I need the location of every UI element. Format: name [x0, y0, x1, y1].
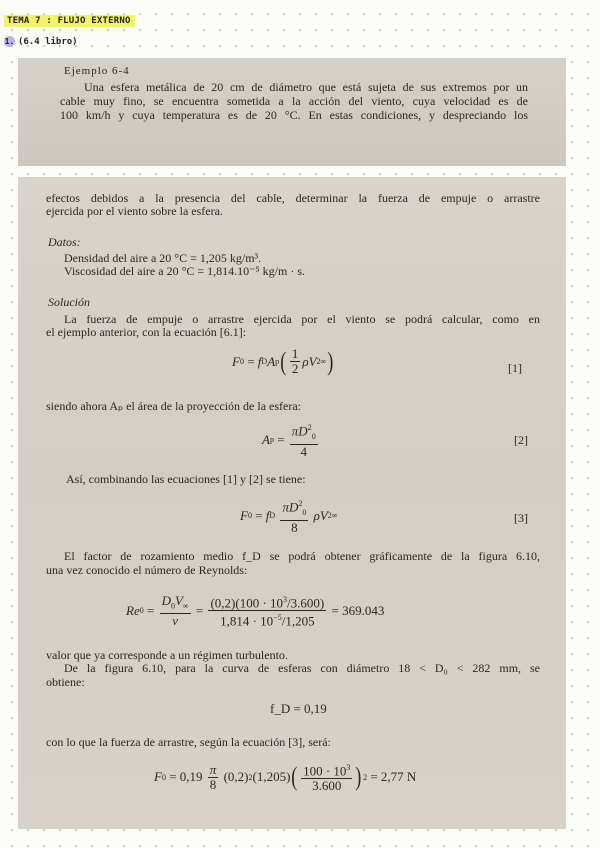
- factor-line-2: una vez conocido el número de Reynolds:: [46, 563, 248, 577]
- equation-3-number: [3]: [514, 511, 528, 525]
- equation-2-number: [2]: [514, 433, 528, 447]
- intro-line-2: ejercida por el viento sobre la esfera.: [46, 204, 223, 218]
- equation-1: F 0 = f D A p ( $\frac{1}{2}$ ρV 2 ∞ ): [232, 346, 334, 376]
- solucion-heading: Solución: [48, 295, 90, 309]
- combine-text: Así, combinando las ecuaciones [1] y [2] se tiene:: [66, 472, 306, 486]
- figure-line-1: De la figura 6.10, para la curva de esferas con diámetro 18 < D₀ < 282 mm, se: [64, 661, 540, 675]
- textbook-photo-top: [18, 58, 566, 166]
- solucion-line-1: La fuerza de empuje o arrastre ejercida por el viento se podrá calcular, como en: [64, 312, 540, 326]
- fd-value: f_D = 0,19: [270, 701, 327, 716]
- statement-line-1: Una esfera metálica de 20 cm de diámetro que está sujeta de sus extremos por un: [84, 80, 528, 94]
- turbulent-text: valor que ya corresponde a un régimen turbulento.: [46, 648, 288, 662]
- textbook-photo-bottom: [18, 177, 566, 829]
- statement-line-3: 100 km/h y cuya temperatura es de 20 °C. En estas condiciones, y despreciando los: [60, 108, 528, 122]
- example-heading: Ejemplo 6-4: [64, 65, 130, 77]
- equation-2: A p = $\frac{\pi D^2_0}{4}$: [262, 423, 316, 459]
- statement-line-2: cable muy fino, se encuentra sometida a la acción del viento, cuya velocidad es de: [60, 94, 528, 108]
- final-text: con lo que la fuerza de arrastre, según la ecuación [3], será:: [46, 735, 331, 749]
- factor-line-1: El factor de rozamiento medio f_D se podrá obtener gráficamente de la figura 6.10,: [64, 549, 540, 563]
- solucion-line-2: el ejemplo anterior, con la ecuación [6.1]:: [46, 325, 247, 339]
- reynolds-result: = 369.043: [331, 602, 385, 618]
- dato-viscosidad: Viscosidad del aire a 20 °C = 1,814.10⁻⁵ kg/m · s.: [64, 264, 305, 278]
- datos-heading: Datos:: [48, 235, 81, 249]
- item-number-badge: 1.: [4, 37, 15, 46]
- equation-1-number: [1]: [508, 361, 522, 375]
- final-result: = 2,77 N: [370, 769, 417, 785]
- intro-line-1: efectos debidos a la presencia del cable, determinar la fuerza de empuje o arrastre: [46, 191, 540, 205]
- notes-title: TEMA 7 : FLUJO EXTERNO: [4, 15, 135, 27]
- ap-text: siendo ahora Aₚ el área de la proyección de la esfera:: [46, 399, 302, 413]
- figure-line-2: obtiene:: [46, 675, 85, 689]
- equation-3: F 0 = f D $\frac{\pi D^2_0}{8}$ ρV 2 ∞: [240, 499, 338, 535]
- final-equation: F 0 = 0,19 $\frac{\pi}{8}$ (0,2) 2 (1,205) ( $\frac{100 \cdot 10^3}{3.600}$ ) 2 = 2,77 N: [154, 761, 417, 794]
- dato-densidad: Densidad del aire a 20 °C = 1,205 kg/m³.: [64, 251, 262, 265]
- reynolds-equation: Re 0 = $\frac{D_0V_\infty}{\nu}$ = $\frac{(0,2)(100 \cdot 10^3/3.600)}{1,814 \cdot 10^{-5}/1,205}$ = 369.043: [126, 592, 385, 629]
- item-reference: (6.4 libro): [18, 37, 78, 47]
- notes-item: [4, 36, 78, 47]
